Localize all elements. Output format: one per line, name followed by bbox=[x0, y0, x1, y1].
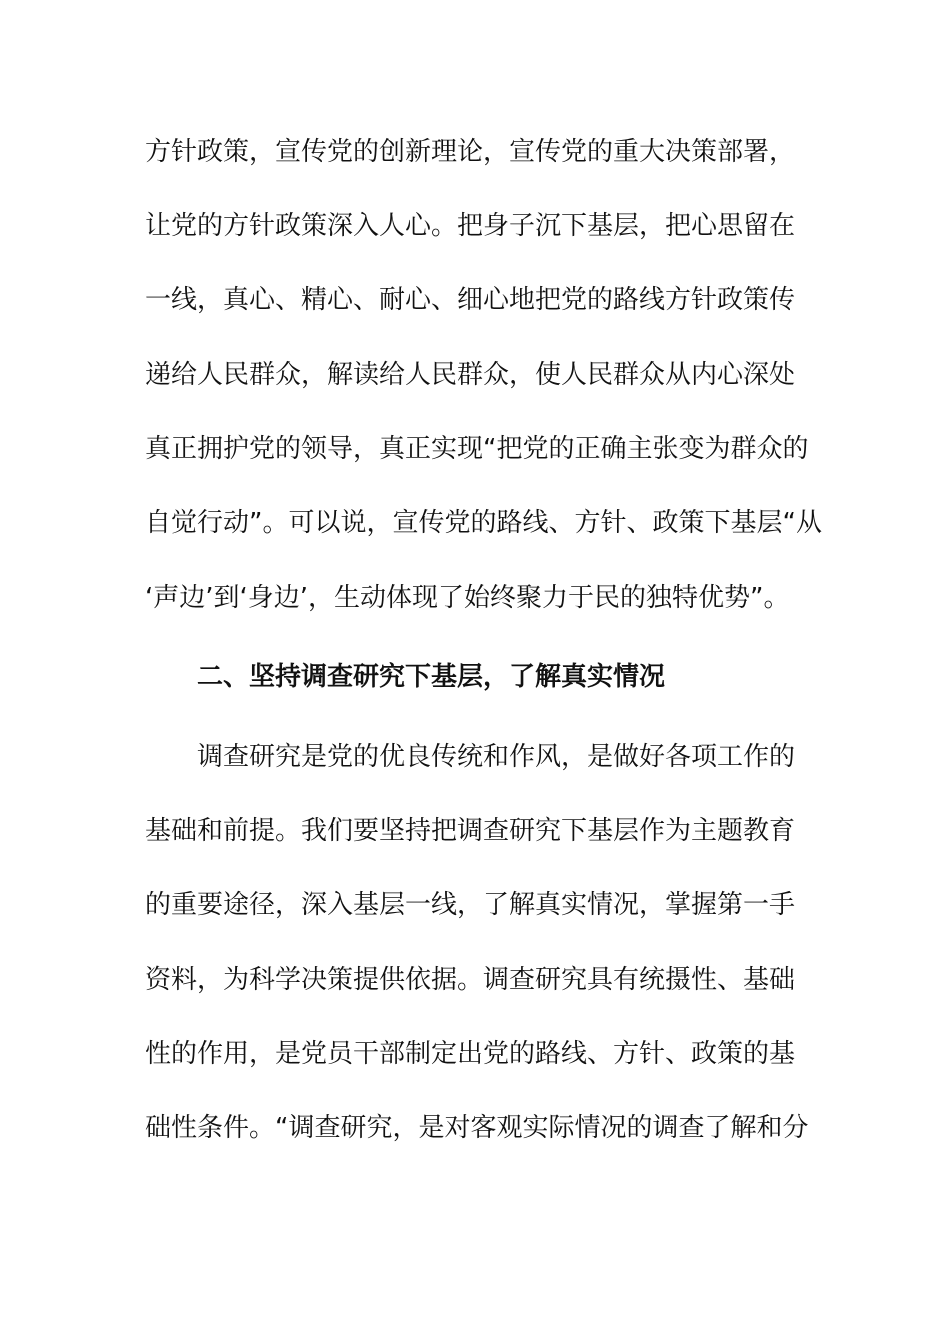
text-line: 一线，真心、精心、耐心、细心地把党的路线方针政策传 bbox=[145, 285, 796, 315]
text-line: 基础和前提。我们要坚持把调查研究下基层作为主题教育 bbox=[145, 816, 796, 846]
text-line: 递给人民群众，解读给人民群众，使人民群众从内心深处 bbox=[145, 360, 796, 390]
text-line: 资料，为科学决策提供依据。调查研究具有统摄性、基础 bbox=[145, 965, 796, 995]
section-heading: 二、坚持调查研究下基层，了解真实情况 bbox=[197, 662, 666, 692]
text-line: 础性条件。“调查研究，是对客观实际情况的调查了解和分 bbox=[145, 1113, 809, 1143]
text-line: ‘声边’到‘身边’，生动体现了始终聚力于民的独特优势”。 bbox=[145, 583, 790, 613]
paragraph-first-line: 调查研究是党的优良传统和作风，是做好各项工作的 bbox=[197, 742, 796, 772]
text-line: 真正拥护党的领导，真正实现“把党的正确主张变为群众的 bbox=[145, 434, 809, 464]
text-line: 让党的方针政策深入人心。把身子沉下基层，把心思留在 bbox=[145, 211, 796, 241]
text-line: 性的作用，是党员干部制定出党的路线、方针、政策的基 bbox=[145, 1039, 796, 1069]
text-line: 的重要途径，深入基层一线，了解真实情况，掌握第一手 bbox=[145, 890, 796, 920]
text-line: 方针政策，宣传党的创新理论，宣传党的重大决策部署， bbox=[145, 137, 796, 167]
text-line: 自觉行动”。可以说，宣传党的路线、方针、政策下基层“从 bbox=[145, 508, 822, 538]
